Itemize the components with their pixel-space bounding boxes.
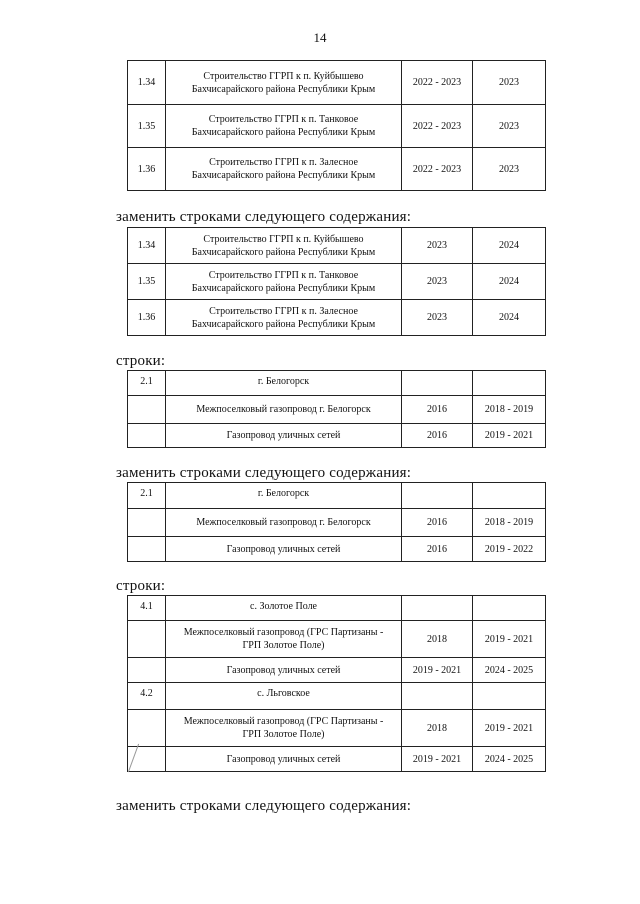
table-row: [128, 596, 546, 621]
table-row: [128, 396, 546, 424]
table-row: [128, 264, 546, 300]
commissioning-year: 2024: [473, 264, 546, 300]
table-row: [128, 300, 546, 336]
object-name: Газопровод уличных сетей: [166, 747, 402, 772]
table-row: [128, 621, 546, 658]
table-replacement-2-1: [127, 482, 546, 562]
table-row: [128, 371, 546, 396]
page-number: 14: [313, 30, 327, 45]
construction-years: 2022 - 2023: [402, 105, 473, 148]
construction-years: 2023: [402, 300, 473, 336]
object-name: Строительство ГГРП к п. Залесное Бахчисарайского района Республики Крым: [166, 148, 402, 191]
construction-years: 2022 - 2023: [402, 61, 473, 105]
object-name: Газопровод уличных сетей: [166, 537, 402, 562]
row-number: [128, 621, 166, 658]
replace-heading: заменить строками следующего содержания:: [116, 798, 412, 814]
row-number: 1.34: [128, 228, 166, 264]
construction-years: 2019 - 2021: [402, 747, 473, 772]
table-row: [128, 658, 546, 683]
table-replacement-1-34: [127, 227, 546, 336]
row-number: [128, 710, 166, 747]
object-name: г. Белогорск: [166, 371, 402, 396]
table-row: [128, 424, 546, 448]
table-row: [128, 537, 546, 562]
table-original-1-34: [127, 60, 546, 191]
object-name: Газопровод уличных сетей: [166, 658, 402, 683]
row-number: [128, 424, 166, 448]
table-row: [128, 61, 546, 105]
commissioning-year: 2019 - 2021: [473, 424, 546, 448]
table-row: [128, 509, 546, 537]
commissioning-year: [473, 483, 546, 509]
object-name: Межпоселковый газопровод (ГРС Партизаны - ГРП Золотое Поле): [166, 710, 402, 747]
object-name: Межпоселковый газопровод г. Белогорск: [166, 509, 402, 537]
construction-years: 2018: [402, 621, 473, 658]
object-name: Межпоселковый газопровод г. Белогорск: [166, 396, 402, 424]
commissioning-year: 2024 - 2025: [473, 747, 546, 772]
table-original-4: [127, 595, 546, 772]
commissioning-year: 2018 - 2019: [473, 509, 546, 537]
commissioning-year: 2023: [473, 61, 546, 105]
commissioning-year: 2019 - 2022: [473, 537, 546, 562]
table-original-2-1: [127, 370, 546, 448]
row-number: 1.35: [128, 105, 166, 148]
row-number: [128, 509, 166, 537]
commissioning-year: [473, 371, 546, 396]
object-name: с. Льговское: [166, 683, 402, 710]
row-number: 2.1: [128, 483, 166, 509]
object-name: Строительство ГГРП к п. Куйбышево Бахчисарайского района Республики Крым: [166, 61, 402, 105]
construction-years: 2016: [402, 509, 473, 537]
table-row: [128, 747, 546, 772]
table-row: [128, 710, 546, 747]
table-row: [128, 148, 546, 191]
construction-years: [402, 683, 473, 710]
commissioning-year: 2019 - 2021: [473, 710, 546, 747]
object-name: г. Белогорск: [166, 483, 402, 509]
row-number: [128, 658, 166, 683]
row-number: 1.36: [128, 148, 166, 191]
construction-years: [402, 596, 473, 621]
construction-years: 2022 - 2023: [402, 148, 473, 191]
commissioning-year: 2024: [473, 228, 546, 264]
object-name: Строительство ГГРП к п. Залесное Бахчисарайского района Республики Крым: [166, 300, 402, 336]
row-number: [128, 396, 166, 424]
construction-years: 2019 - 2021: [402, 658, 473, 683]
replace-heading: заменить строками следующего содержания:: [116, 209, 412, 225]
row-number: 1.36: [128, 300, 166, 336]
row-number: 1.35: [128, 264, 166, 300]
table-row: [128, 228, 546, 264]
table-row: [128, 683, 546, 710]
construction-years: 2016: [402, 537, 473, 562]
rows-heading: строки:: [116, 353, 166, 369]
object-name: Межпоселковый газопровод (ГРС Партизаны - ГРП Золотое Поле): [166, 621, 402, 658]
row-number: [128, 537, 166, 562]
row-number: 4.2: [128, 683, 166, 710]
construction-years: 2016: [402, 424, 473, 448]
commissioning-year: 2019 - 2021: [473, 621, 546, 658]
table-row: [128, 483, 546, 509]
row-number: 2.1: [128, 371, 166, 396]
commissioning-year: 2024: [473, 300, 546, 336]
table-row: [128, 105, 546, 148]
commissioning-year: 2018 - 2019: [473, 396, 546, 424]
construction-years: 2023: [402, 264, 473, 300]
object-name: Газопровод уличных сетей: [166, 424, 402, 448]
object-name: Строительство ГГРП к п. Танковое Бахчисарайского района Республики Крым: [166, 264, 402, 300]
commissioning-year: 2023: [473, 148, 546, 191]
object-name: Строительство ГГРП к п. Танковое Бахчисарайского района Республики Крым: [166, 105, 402, 148]
construction-years: 2023: [402, 228, 473, 264]
rows-heading: строки:: [116, 578, 166, 594]
row-number: 4.1: [128, 596, 166, 621]
object-name: с. Золотое Поле: [166, 596, 402, 621]
replace-heading: заменить строками следующего содержания:: [116, 465, 412, 481]
row-number: 1.34: [128, 61, 166, 105]
commissioning-year: [473, 683, 546, 710]
construction-years: [402, 483, 473, 509]
commissioning-year: 2023: [473, 105, 546, 148]
commissioning-year: 2024 - 2025: [473, 658, 546, 683]
construction-years: 2018: [402, 710, 473, 747]
commissioning-year: [473, 596, 546, 621]
object-name: Строительство ГГРП к п. Куйбышево Бахчисарайского района Республики Крым: [166, 228, 402, 264]
construction-years: 2016: [402, 396, 473, 424]
construction-years: [402, 371, 473, 396]
